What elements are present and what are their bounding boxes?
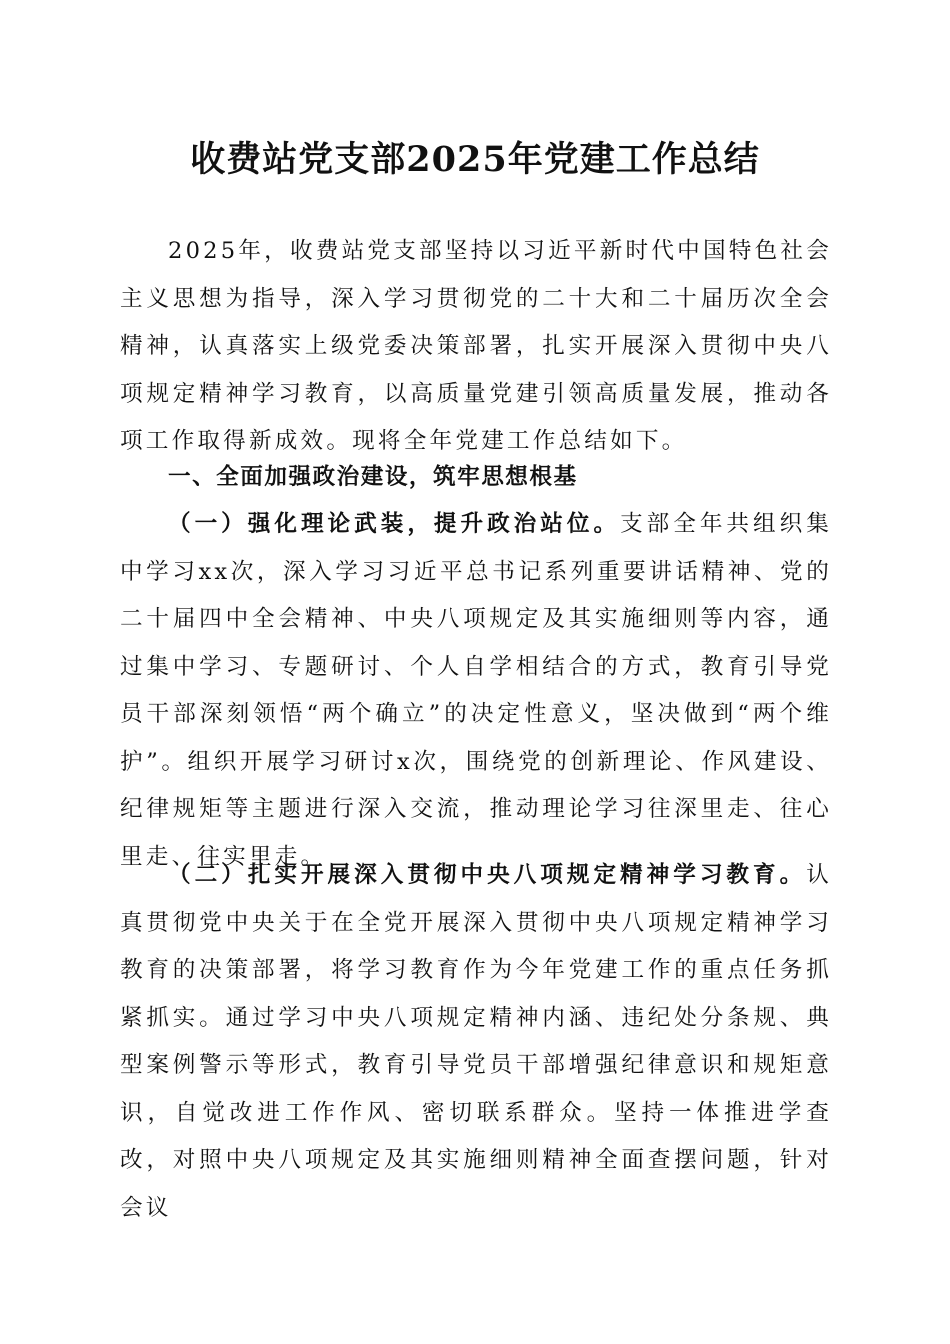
subsection-1-paragraph <box>120 501 832 881</box>
subsection-1-heading: （一）强化理论武装，提升政治站位。 <box>168 511 621 537</box>
document-title: 收费站党支部2025年党建工作总结 <box>190 139 760 180</box>
subsection-2-paragraph <box>120 852 832 1232</box>
intro-paragraph: 2025年，收费站党支部坚持以习近平新时代中国特色社会主义思想为指导，深入学习贯彻党的二十大和二十届历次全会精神，认真落实上级党委决策部署，扎实开展深入贯彻中央八项规定精神学习教育，以高质量党建引领高质量发展，推动各项工作取得新成效。现将全年党建工作总结如下。 <box>120 238 832 454</box>
subsection-2-body: 认真贯彻党中央关于在全党开展深入贯彻中央八项规定精神学习教育的决策部署，将学习教育作为今年党建工作的重点任务抓紧抓实。通过学习中央八项规定精神内涵、违纪处分条规、典型案例警示等形式，教育引导党员干部增强纪律意识和规矩意识，自觉改进工作作风、密切联系群众。坚持一体推进学查改，对照中央八项规定及其实施细则精神全面查摆问题，针对会议 <box>120 862 832 1221</box>
subsection-2-heading: （二）扎实开展深入贯彻中央八项规定精神学习教育。 <box>168 862 807 888</box>
section-1-heading <box>120 454 832 502</box>
subsection-1-body: 支部全年共组织集中学习xx次，深入学习习近平总书记系列重要讲话精神、党的二十届四中全会精神、中央八项规定及其实施细则等内容，通过集中学习、专题研讨、个人自学相结合的方式，教育引导党员干部深刻领悟“两个确立”的决定性意义，坚决做到“两个维护”。组织开展学习研讨x次，围绕党的创新理论、作风建设、纪律规矩等主题进行深入交流，推动理论学习往深里走、往心里走、往实里走。 <box>120 511 832 870</box>
section-1-heading-text: 一、全面加强政治建设，筑牢思想根基 <box>168 464 578 490</box>
